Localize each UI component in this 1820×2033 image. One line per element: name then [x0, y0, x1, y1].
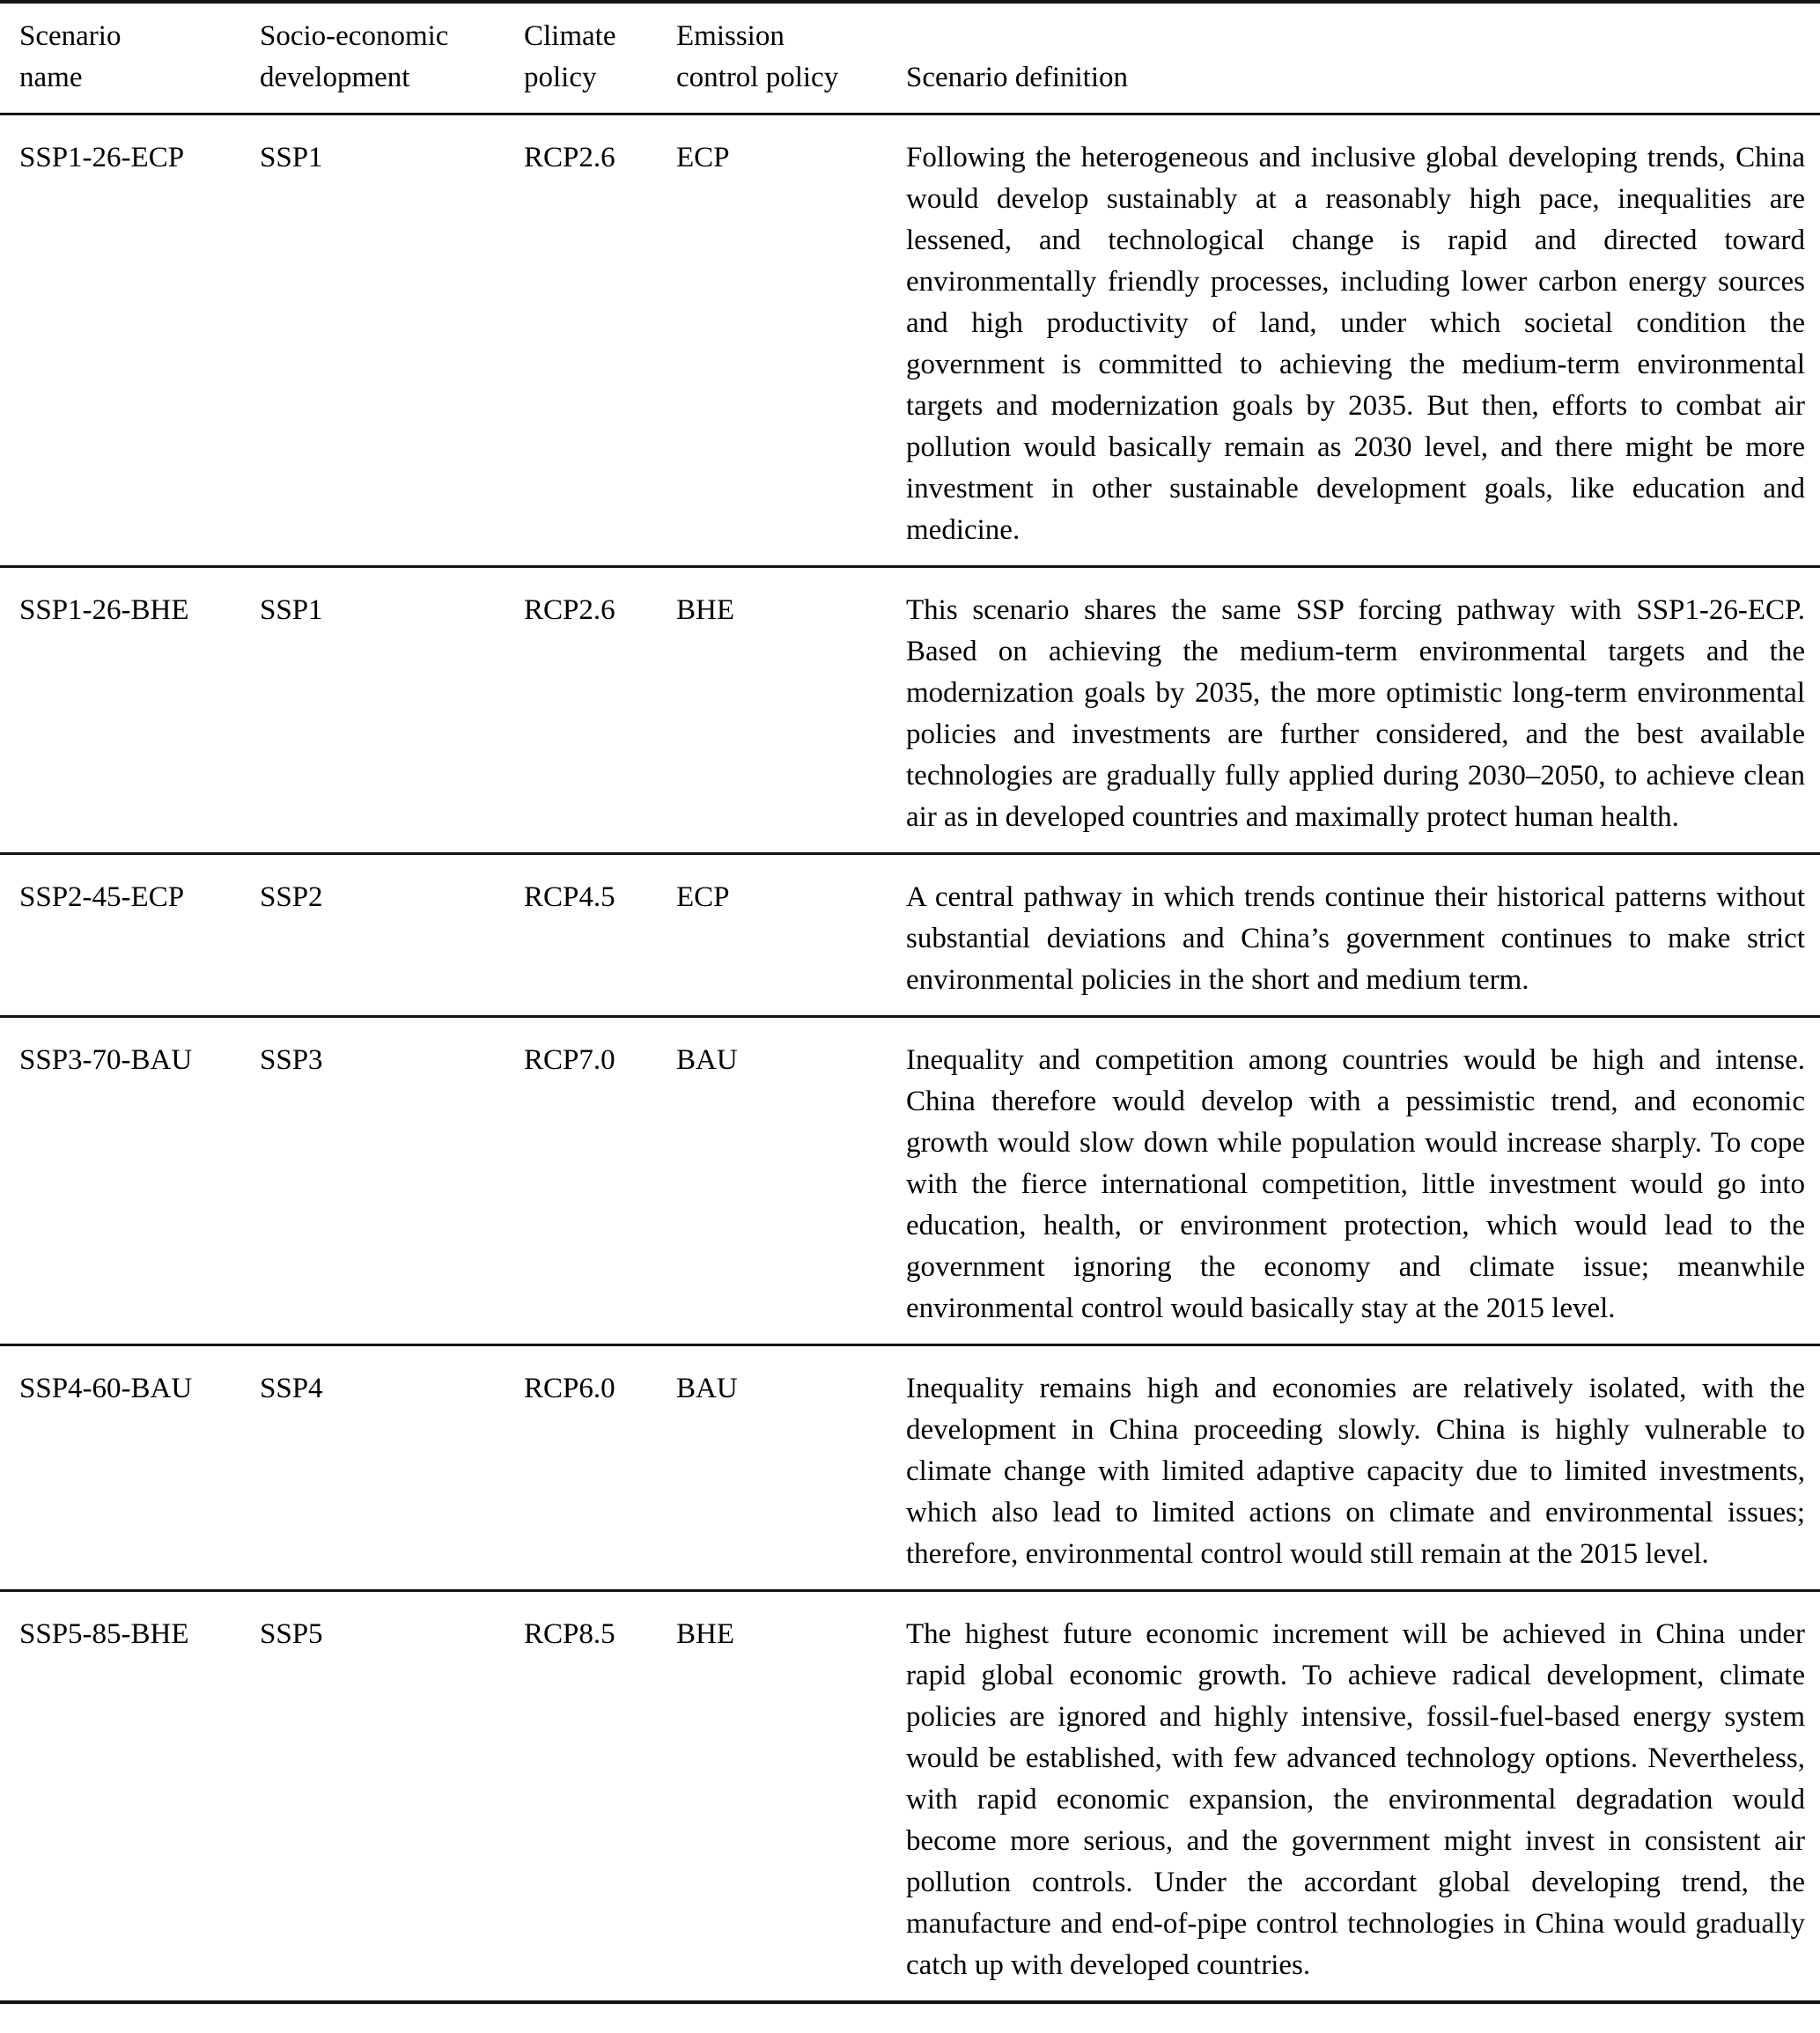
climate-policy-cell: RCP2.6 — [524, 594, 615, 626]
climate-policy-cell: RCP4.5 — [524, 881, 615, 913]
scenario-definition-cell: A central pathway in which trends continue their historical patterns without substantial deviations and China’s government continues to make strict environmental policies in the short and medium term. — [906, 881, 1805, 996]
col-header-emission-control-line2: control policy — [676, 62, 839, 93]
emission-policy-cell: ECP — [676, 881, 730, 913]
table-row-ssp1-26-ecp — [0, 114, 1820, 567]
emission-policy-cell: BAU — [676, 1044, 738, 1076]
col-header-scenario-name-line2: name — [19, 62, 83, 93]
col-header-socio-economic-line2: development — [260, 62, 410, 93]
climate-policy-cell: RCP2.6 — [524, 142, 615, 173]
socio-economic-cell: SSP3 — [260, 1044, 323, 1076]
col-header-emission-control — [676, 2, 906, 114]
col-header-scenario-definition-label: Scenario definition — [906, 62, 1129, 93]
col-header-scenario-definition — [906, 2, 1820, 114]
scenario-name-cell: SSP2-45-ECP — [19, 881, 185, 913]
socio-economic-cell: SSP1 — [260, 594, 323, 626]
table-row-ssp5-85-bhe — [0, 1591, 1820, 2003]
col-header-socio-economic — [260, 2, 524, 114]
scenario-definition-cell: Inequality and competition among countries would be high and intense. China therefore would develop with a pessimistic trend, and economic growth would slow down while population would increase sharply. To cope with the fierce international competition, little investment would go into education, health, or environment protection, which would lead to the government ignoring the economy and climate issue; meanwhile environmental control would basically stay at the 2015 level. — [906, 1044, 1805, 1324]
scenario-definition-cell: Following the heterogeneous and inclusive global developing trends, China would develop sustainably at a reasonably high pace, inequalities are lessened, and technological change is rapid and directed toward environmentally friendly processes, including lower carbon energy sources and high productivity of land, under which societal condition the government is committed to achieving the medium-term environmental targets and modernization goals by 2035. But then, efforts to combat air pollution would basically remain as 2030 level, and there might be more investment in other sustainable development goals, like education and medicine. — [906, 142, 1805, 546]
table-row-ssp4-60-bau — [0, 1345, 1820, 1591]
scenario-definition-cell: Inequality remains high and economies are relatively isolated, with the development in China proceeding slowly. China is highly vulnerable to climate change with limited adaptive capacity due to limited investments, which also lead to limited actions on climate and environmental issues; therefore, environmental control would still remain at the 2015 level. — [906, 1373, 1805, 1570]
climate-policy-cell: RCP7.0 — [524, 1044, 615, 1076]
col-header-climate-policy — [524, 2, 676, 114]
header-row — [0, 2, 1820, 114]
socio-economic-cell: SSP4 — [260, 1373, 323, 1404]
emission-policy-cell: BHE — [676, 594, 734, 626]
climate-policy-cell: RCP6.0 — [524, 1373, 615, 1404]
scenario-name-cell: SSP1-26-ECP — [19, 142, 185, 173]
emission-policy-cell: ECP — [676, 142, 730, 173]
table-row-ssp1-26-bhe — [0, 567, 1820, 854]
table-row-ssp2-45-ecp — [0, 854, 1820, 1017]
scenario-name-cell: SSP3-70-BAU — [19, 1044, 193, 1076]
col-header-socio-economic-line1: Socio-economic — [260, 20, 449, 52]
col-header-climate-policy-line2: policy — [524, 62, 597, 93]
table-body — [0, 114, 1820, 2003]
col-header-emission-control-line1: Emission — [676, 20, 785, 52]
col-header-climate-policy-line1: Climate — [524, 20, 616, 52]
scenario-definition-cell: The highest future economic increment will be achieved in China under rapid global economic growth. To achieve radical development, climate policies are ignored and highly intensive, fossil-fuel-based energy system would be established, with few advanced technology options. Nevertheless, with rapid economic expansion, the environmental degradation would become more serious, and the government might invest in consistent air pollution controls. Under the accordant global developing trend, the manufacture and end-of-pipe control technologies in China would gradually catch up with developed countries. — [906, 1618, 1805, 1981]
socio-economic-cell: SSP5 — [260, 1618, 323, 1650]
scenario-name-cell: SSP5-85-BHE — [19, 1618, 189, 1650]
scenario-definition-cell: This scenario shares the same SSP forcing pathway with SSP1-26-ECP. Based on achieving the medium-term environmental targets and the modernization goals by 2035, the more optimistic long-term environmental policies and investments are further considered, and the best available technologies are gradually fully applied during 2030–2050, to achieve clean air as in developed countries and maximally protect human health. — [906, 594, 1805, 833]
scenario-name-cell: SSP4-60-BAU — [19, 1373, 193, 1404]
col-header-scenario-name — [0, 2, 260, 114]
socio-economic-cell: SSP1 — [260, 142, 323, 173]
scenario-name-cell: SSP1-26-BHE — [19, 594, 189, 626]
col-header-scenario-name-line1: Scenario — [19, 20, 122, 52]
climate-policy-cell: RCP8.5 — [524, 1618, 615, 1650]
table-row-ssp3-70-bau — [0, 1017, 1820, 1345]
emission-policy-cell: BHE — [676, 1618, 734, 1650]
emission-policy-cell: BAU — [676, 1373, 738, 1404]
table-header — [0, 2, 1820, 114]
socio-economic-cell: SSP2 — [260, 881, 323, 913]
